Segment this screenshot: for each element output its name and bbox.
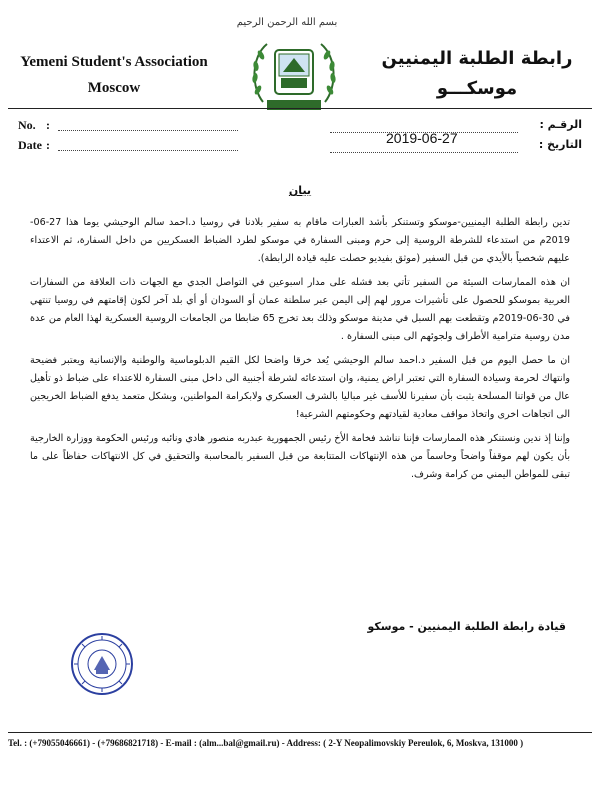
date-field-line (58, 150, 238, 151)
org-name-arabic-line1: رابطة الطلبة اليمنيين (381, 48, 573, 69)
date-label: Date (18, 138, 42, 152)
bismillah-text: بسم الله الرحمن الرحيم (236, 17, 338, 28)
association-seal-icon (70, 632, 134, 696)
date-field-line-arabic (330, 152, 518, 153)
signature-line: قيادة رابطة الطلبة اليمنيين - موسكو (367, 620, 566, 633)
date-value: 2019-06-27 (386, 130, 458, 146)
date-label-arabic: التاريخ : (538, 138, 582, 151)
number-label: No. (18, 118, 36, 132)
footer-divider (8, 732, 592, 733)
paragraph: ان هذه الممارسات السيئة من السفير تأتي بعد فشله على مدار اسبوعين في التواصل الجدي مع الجهات ذات العلاقة من السفارات العربية بموسكو للحصول على تأشيرات مرور لهم إلى اليمن عبر سلطنة عمان أو السودان أو أي بلد آخر لكون إقامتهم في روسيا تنتهي في 30-06-2019م وتقطعت بهم السبل في مدينة موسكو وذلك بعد تخرج 65 ضابطا من الجامعات الروسية العسكرية لهذا العام من عدة مدن روسية مترامية الأطراف ولجوئهم الى مبنى السفارة . (30, 277, 570, 342)
org-name-english-line2: Moscow (87, 80, 141, 96)
footer-contact: Tel. : (+79055046661) - (+79686821718) - E-mail : (alm...bal@gmail.ru) - Address: ( 2-Y Neopalimovskiy Pereulok, 6, Moskva, 131000 ) (8, 738, 524, 748)
number-label-arabic: الرقـم : (539, 118, 582, 131)
org-name-arabic-line2: موسكـــو (436, 78, 518, 99)
paragraph: ان ما حصل اليوم من قبل السفير د.احمد سالم الوحيشي يُعد خرقا واضحا لكل القيم الدبلوماسية والوطنية والإنسانية ويعتبر فضيحة وانتهاك لحرمة وسيادة السفارة التي تعتبر اراض يمنية، وان استدعائه لشرطة أجنبية الى داخل مبنى السفارة للاعتداء على ضباط ذو تأهيل عال من قواتنا المسلحة يثبت بأن سفيرنا للأسف غير مباليا بالشرف العسكري ولابكرامة المواطنين، وبشكل متعمد يدفع الضباط الخريجين الى اتجاهات اخرى واتخاذ مواقف معادية لقيادتهم وحكومتهم الشرعية! (30, 355, 570, 420)
number-field-line (58, 130, 238, 131)
letter-subject: بيان (288, 184, 312, 197)
org-name-arabic (368, 44, 586, 104)
association-emblem-icon (243, 32, 345, 118)
paragraph: تدين رابطة الطلبة اليمنيين-موسكو وتستنكر بأشد العبارات ماقام به سفير بلادنا في روسيا د.احمد سالم الوحيشي يوما هذا 27-06-2019م من استدعاء للشرطة الروسية إلى حرم ومبنى السفارة في موسكو لطرد الضباط العسكريين من داخل السفارة، ثم الاعتداء عليهم شخصياً بالأيدي من قبل السفير (موثق بفيديو حصلت عليه قيادة الرابطة). (30, 217, 570, 264)
paragraph: وإننا إذ ندين ونستنكر هذه الممارسات فإننا نناشد فخامة الأخ رئيس الجمهورية عبدربه منصور هادي ونائبه ورئيس الحكومة ووزارة الخارجية بأن يكون لهم موقفاً واضحاً وحاسماً من هذه الإنتهاكات المتتابعة من قبل السفير بالمحاسبة والتحقيق في كل الانتهاكات حفاظاً على ما تبقى للمواطن اليمني من كرامة وشرف. (30, 433, 570, 480)
org-name-english (14, 49, 214, 101)
letter-body (30, 214, 570, 490)
header-divider (8, 108, 592, 109)
org-name-english-line1: Yemeni Student's Association (20, 54, 208, 70)
